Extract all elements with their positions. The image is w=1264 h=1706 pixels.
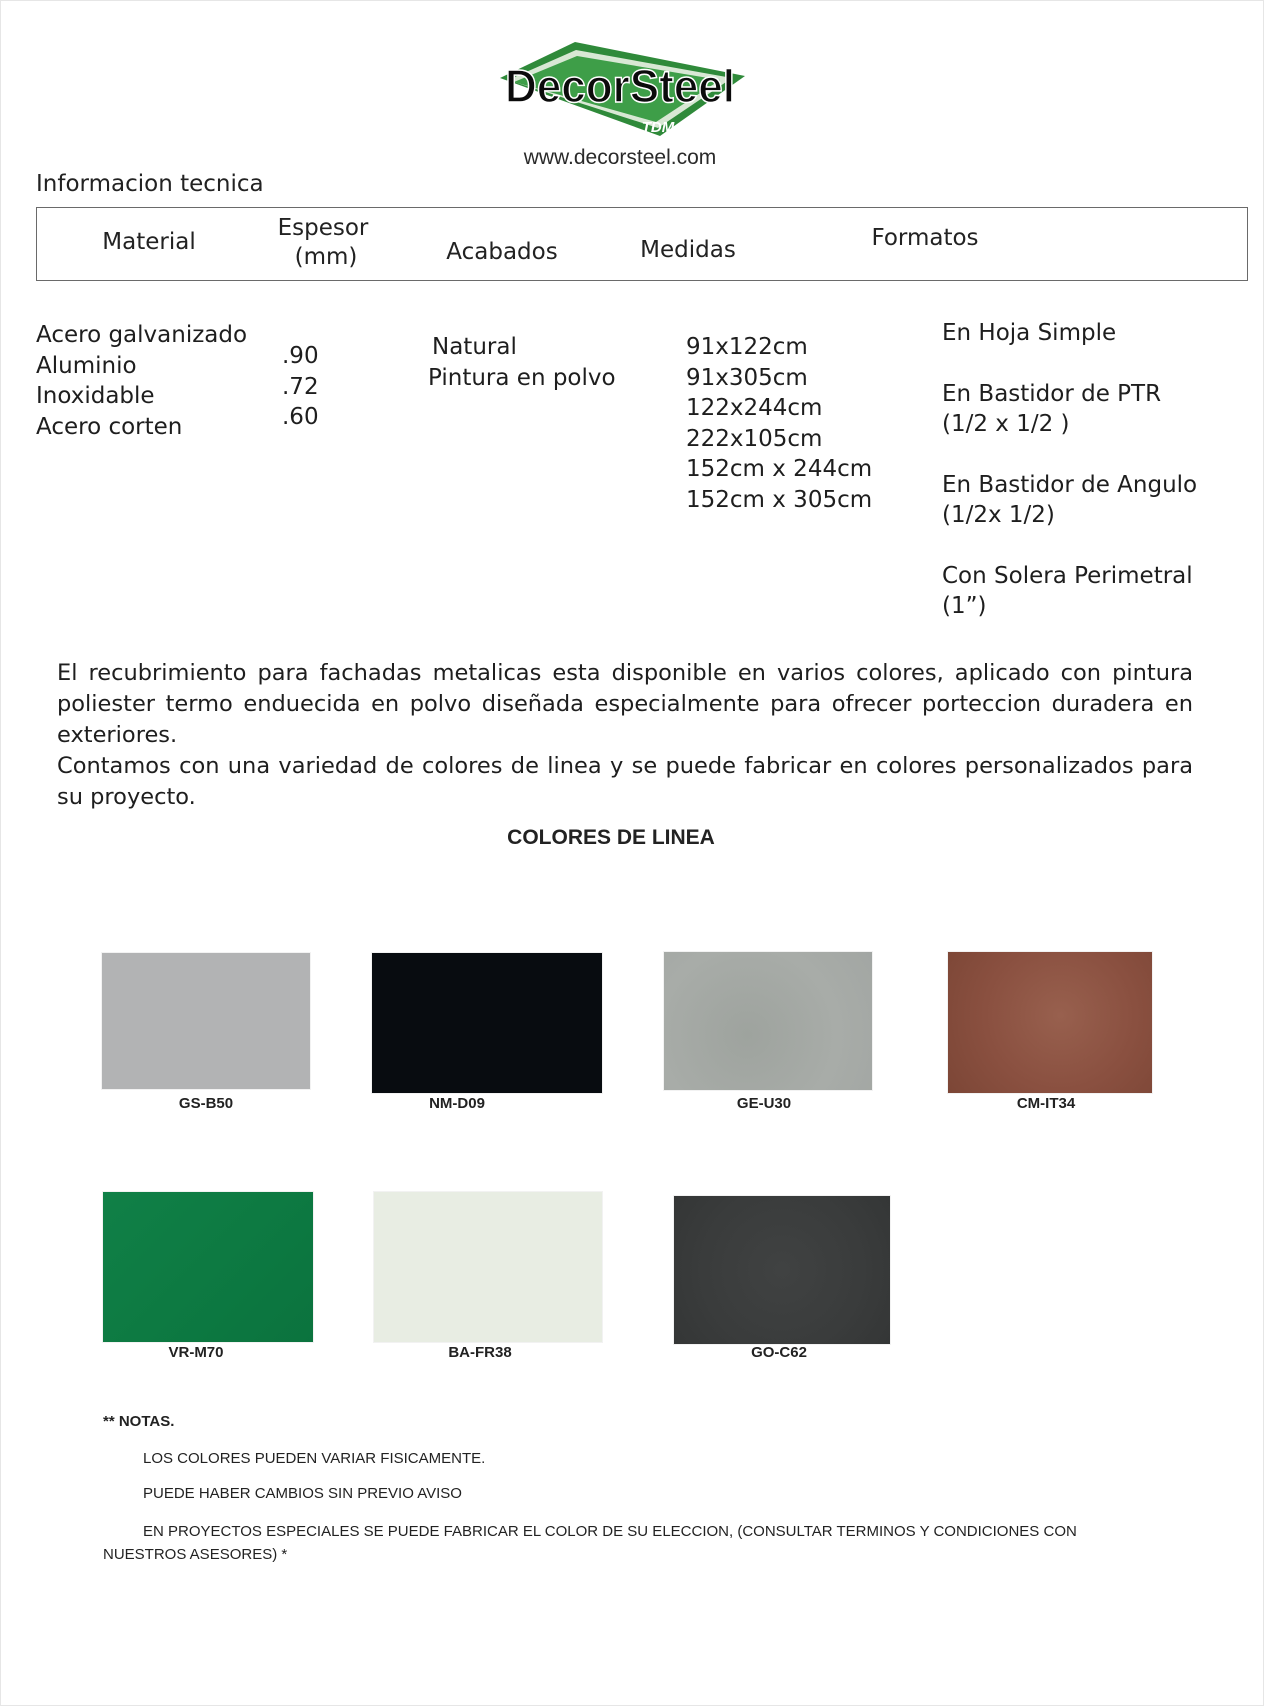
decorsteel-logo <box>480 36 760 146</box>
colors-title: COLORES DE LINEA <box>507 826 715 849</box>
medida-item: 222x105cm <box>686 425 823 452</box>
logo-sub: TDM <box>641 119 675 136</box>
material-item: Inoxidable <box>36 383 155 409</box>
acabados-column <box>428 332 616 393</box>
medida-item: 152cm x 244cm <box>686 456 873 482</box>
espesor-item: .90 <box>282 343 319 369</box>
swatch-code: VR-M70 <box>168 1344 224 1361</box>
swatch-code: GO-C62 <box>751 1344 807 1361</box>
acabado-item: Pintura en polvo <box>428 364 616 391</box>
swatch-code: GS-B50 <box>178 1095 234 1112</box>
header-espesor: Espesor (mm) <box>277 215 369 270</box>
medidas-column <box>686 332 872 515</box>
espesor-item: .60 <box>282 404 319 430</box>
header-acabados: Acabados <box>446 239 558 265</box>
materials-column <box>36 320 247 442</box>
notes-section <box>103 1413 1113 1584</box>
header-medidas: Medidas <box>640 237 736 263</box>
swatch-code: CM-IT34 <box>1016 1095 1076 1112</box>
custom-colors-paragraph: Contamos con una variedad de colores de linea y se puede fabricar en colores personalizados para su proyecto. <box>57 753 1193 810</box>
material-item: Aluminio <box>36 352 137 379</box>
espesores-column <box>282 341 319 433</box>
medida-item: 122x244cm <box>686 395 823 421</box>
description-paragraph: El recubrimiento para fachadas metalicas esta disponible en varios colores, aplicado con pintura poliester termo enduecida en polvo diseñada especialmente para ofrecer porteccion duradera en exteriores. <box>57 660 1193 748</box>
material-item: Acero galvanizado <box>36 322 248 348</box>
espesor-item: .72 <box>282 373 319 400</box>
logo-text: DecorSteel <box>505 60 735 112</box>
material-item: Acero corten <box>36 413 183 440</box>
formatos-column <box>942 318 1197 652</box>
swatch-code: BA-FR38 <box>448 1344 512 1361</box>
swatch-code: NM-D09 <box>429 1095 485 1112</box>
swatch-code: GE-U30 <box>736 1095 792 1112</box>
medida-item: 91x122cm <box>686 334 808 360</box>
formato-item: Con Solera Perimetral (1”) <box>942 563 1193 619</box>
table-header <box>36 207 1248 281</box>
note-item: LOS COLORES PUEDEN VARIAR FISICAMENTE. <box>143 1450 486 1467</box>
medida-item: 152cm x 305cm <box>686 486 873 513</box>
formato-item: En Hoja Simple <box>942 320 1117 346</box>
section-title: Informacion tecnica <box>36 171 264 197</box>
header-formatos: Formatos <box>871 225 979 251</box>
formato-item: En Bastidor de Angulo (1/2x 1/2) <box>942 472 1198 528</box>
website-url: www.decorsteel.com <box>523 146 717 169</box>
acabado-item: Natural <box>432 334 517 360</box>
note-item: PUEDE HABER CAMBIOS SIN PREVIO AVISO <box>143 1485 462 1502</box>
notes-title: ** NOTAS. <box>103 1413 175 1430</box>
header-material: Material <box>102 229 196 255</box>
formato-item: En Bastidor de PTR (1/2 x 1/2 ) <box>942 381 1162 437</box>
note-item: EN PROYECTOS ESPECIALES SE PUEDE FABRICAR EL COLOR DE SU ELECCION, (CONSULTAR TERMINOS Y CONDICIONES CON NUESTROS ASESORES) * <box>103 1523 1077 1563</box>
medida-item: 91x305cm <box>686 364 808 391</box>
